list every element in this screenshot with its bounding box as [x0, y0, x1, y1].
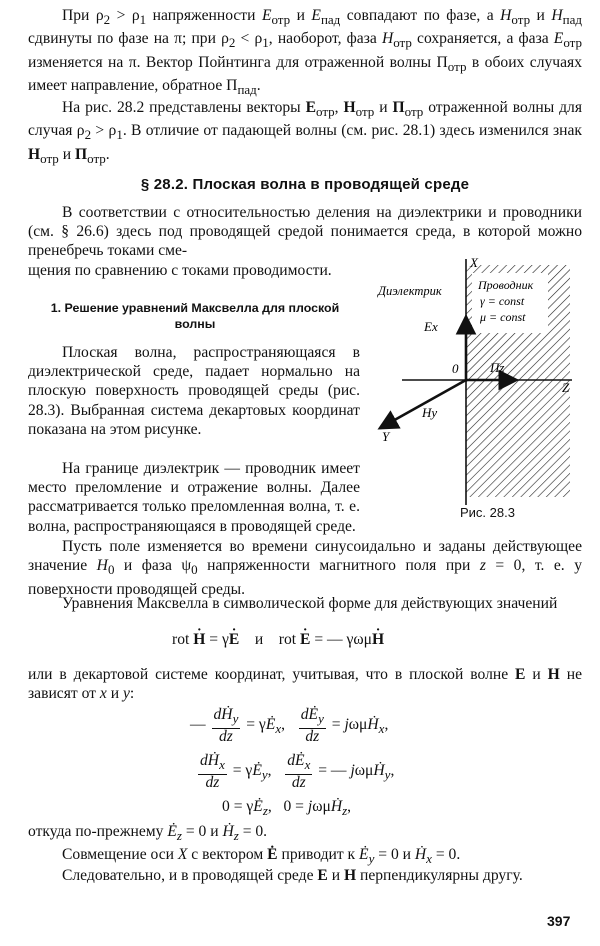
equation-row-2: $\frac{dḢ_x}{dz}$ = $\gamma Ė_y$, $\frac{dĖ_x}{dz}$ = — jωμḢ$_y$,: [200, 752, 395, 792]
figure-28-3: [372, 255, 582, 525]
paragraph-maxwell: Уравнения Максвелла в символической форме для действующих значений: [62, 595, 558, 612]
hy-label: Hy: [422, 405, 438, 420]
paragraph-cartesian: или в декартовой системе координат, учитывая, что в плоской волне E и H не зависят от x и y:: [28, 666, 582, 703]
subsection-title: 1. Решение уравнений Максвелла для плоской волны: [50, 301, 340, 331]
paragraph-conclusion: Следовательно, и в проводящей среде E и H перпендикулярны другу.: [62, 867, 523, 884]
axis-z-label: Z: [562, 380, 570, 395]
figure-caption: Рис. 28.3: [460, 505, 515, 520]
equation-row-3: $0 = \gamma Ė_z$, 0 = jωμḢ$_z$,: [222, 798, 352, 819]
equation-row-1: — $\frac{dḢ_y}{dz}$ = $\gamma Ė_x$, $\frac{dĖ_y}{dz}$ = jωμḢ$_x$,: [190, 706, 389, 746]
pz-label: Пz: [490, 360, 505, 375]
origin-label: 0: [452, 361, 459, 376]
dielectric-label: Диэлектрик: [378, 284, 442, 298]
maxwell-equations: rot · H = γ· E и rot · E = — γωμ· H: [172, 630, 384, 649]
paragraph-align: Совмещение оси X с вектором Ė приводит к $Ė_y = 0$ и Ḣ$_x$ = 0.: [62, 846, 461, 867]
axis-x-label: X: [470, 255, 478, 270]
gamma-label: γ = const: [480, 294, 525, 308]
axis-y-label: Y: [382, 429, 390, 444]
paragraph-plane-wave: Плоская волна, распространяющаяся в диэлектрической среде, падает нормально на плоскую поверхность проводящей среды (рис. 28.3). Выбранная система декартовых координат показана на этом рисунке.: [28, 344, 360, 438]
mu-label: μ = const: [480, 310, 526, 324]
paragraph-boundary: На границе диэлектрик — проводник имеет место преломление и отражение волны. Далее рассматривается только преломленная волна, т. е. волна, распространяющаяся в проводящей среде.: [28, 460, 360, 535]
section-title: § 28.2. Плоская волна в проводящей среде: [140, 176, 470, 193]
page-number: 397: [547, 913, 571, 929]
paragraph-reflection-phase: При $\rho_2 > \rho_1$ напряженности $E_{отр}$ и $E_{пад}$ совпадают по фазе, а $H_{отр}$ и $H_{пад}$ сдвинуты по фазе на π; при $\rho_2 < \rho_1$, наоборот, фаза $H_{отр}$ сохраняется, а фаза $E_{отр}$ изменяется на π. Вектор Пойнтинга для отраженной волны $П_{отр}$ в обоих случаях имеет направление, обратное $П_{пад}$.: [28, 7, 582, 98]
paragraph-whence: откуда по-прежнему $Ė_z = 0$ и Ḣ$_z$ = 0.: [28, 823, 268, 844]
paragraph-section-intro: В соответствии с относительностью деления на диэлектрики и проводники (см. § 26.6) здесь под проводящей средой понимается среда, в которой можно пренебречь токами сме- щения по сравнению с токами проводимости.: [28, 204, 582, 279]
paragraph-sinusoid: Пусть поле изменяется во времени синусоидально и заданы действующее значение $H_0$ и фаза $\psi_0$ напряженности магнитного поля при z = 0, т. е. у поверхности проводящей среды.: [28, 538, 582, 598]
ex-label: Ex: [424, 319, 438, 334]
paragraph-figure-28-2: На рис. 28.2 представлены векторы $E_{отр}$, $H_{отр}$ и $П_{отр}$ отраженной волны для случая $\rho_2 > \rho_1$. В отличие от падающей волны (см. рис. 28.1) здесь изменился знак $H_{отр}$ и $П_{отр}$.: [28, 99, 583, 166]
conductor-label: Проводник: [478, 278, 534, 292]
